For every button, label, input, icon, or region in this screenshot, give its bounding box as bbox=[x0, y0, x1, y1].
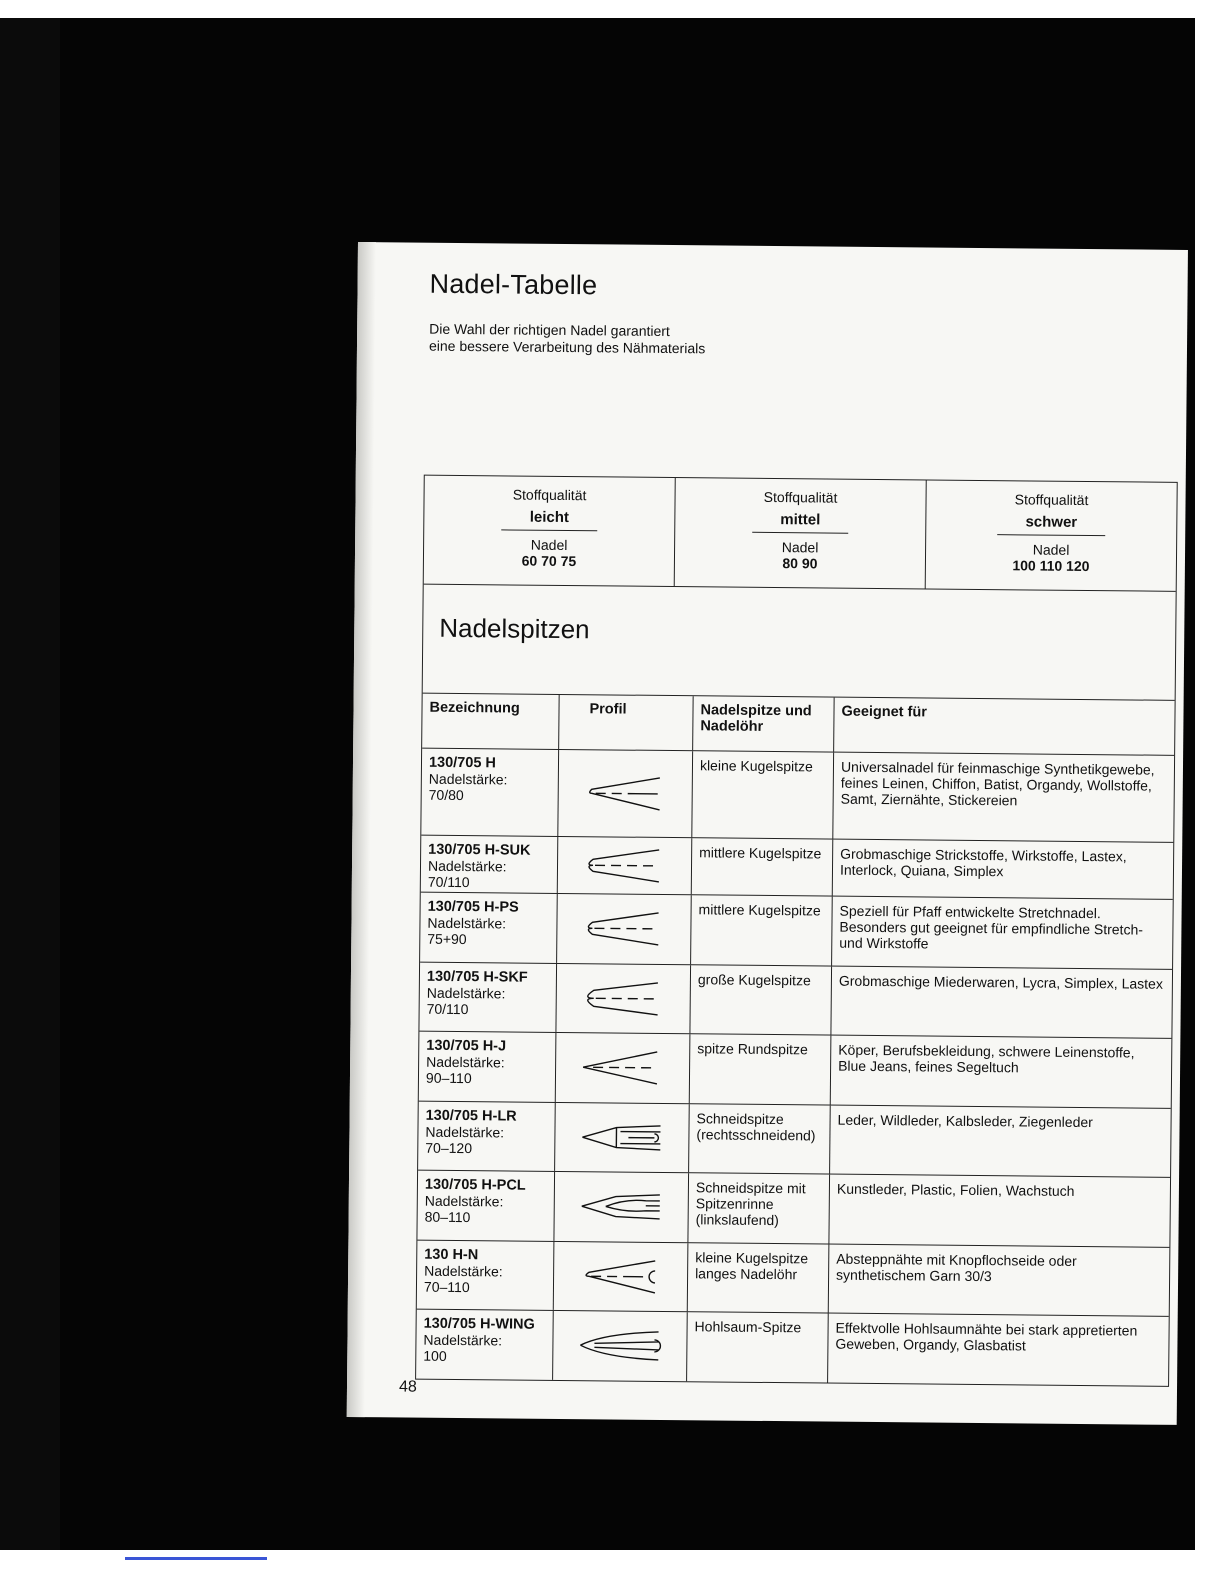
point-cell: mittlere Kugelspitze bbox=[691, 895, 833, 965]
designation-cell bbox=[417, 1171, 555, 1241]
needle-strength-value: 100 bbox=[423, 1347, 447, 1364]
needle-label: Nadel bbox=[1032, 541, 1070, 558]
point-cell: kleine Kugelspitze bbox=[692, 751, 834, 838]
suitable-cell: Grobmaschige Miederwaren, Lycra, Simplex, Lastex bbox=[838, 972, 1163, 992]
page-title: Nadel-Tabelle bbox=[429, 268, 598, 301]
fabric-weight: leicht bbox=[502, 508, 597, 531]
needle-grooved-cutting-point-icon bbox=[575, 1184, 667, 1229]
needle-strength-label: Nadelstärke: bbox=[426, 984, 506, 1001]
needle-sizes: 100 110 120 bbox=[1012, 557, 1090, 575]
table-header-row bbox=[422, 694, 1174, 756]
needle-sharp-point-icon bbox=[576, 1045, 668, 1090]
needle-strength-value: 70–110 bbox=[423, 1278, 470, 1295]
point-cell: spitze Rundspitze bbox=[690, 1034, 832, 1104]
suitable-cell: Köper, Berufsbekleidung, schwere Leinenstoffe, Blue Jeans, feines Segeltuch bbox=[838, 1041, 1135, 1076]
page-number: 48 bbox=[398, 1378, 417, 1396]
profile-cell bbox=[557, 894, 692, 964]
designation-cell bbox=[417, 1240, 555, 1310]
table-row bbox=[421, 749, 1174, 843]
needle-long-eye-icon bbox=[574, 1254, 666, 1299]
needle-sizes: 80 90 bbox=[782, 555, 818, 572]
manual-page bbox=[347, 242, 1188, 1425]
needle-designation: 130/705 H-PCL bbox=[424, 1176, 526, 1194]
profile-cell bbox=[554, 1241, 689, 1311]
table-row bbox=[417, 1240, 1170, 1317]
fabric-weight: mittel bbox=[752, 511, 848, 534]
needle-strength-label: Nadelstärke: bbox=[424, 1262, 503, 1279]
needle-strength-value: 80–110 bbox=[424, 1208, 471, 1226]
needle-designation: 130 H-N bbox=[424, 1246, 479, 1263]
needle-strength-label: Nadelstärke: bbox=[428, 770, 508, 788]
needle-large-ball-icon bbox=[577, 976, 669, 1021]
table-row bbox=[417, 1171, 1170, 1248]
needle-strength-label: Nadelstärke: bbox=[427, 914, 507, 932]
suitable-cell: Universalnadel für feinmaschige Synthetikgewebe, feines Leinen, Chiffon, Batist, Organdy, Wollstoffe, Samt, Ziernähte, Stickereien bbox=[840, 758, 1155, 809]
needle-strength-value: 70–120 bbox=[425, 1139, 473, 1156]
fabric-quality-label: Stoffqualität bbox=[512, 486, 587, 504]
table-row bbox=[416, 1310, 1169, 1386]
fabric-quality-light bbox=[424, 476, 676, 586]
header-suitable: Geeignet für bbox=[841, 703, 927, 721]
needle-designation: 130/705 H-SKF bbox=[426, 968, 528, 986]
suitable-cell: Speziell für Pfaff entwickelte Stretchnadel. Besonders gut geeignet für empfindliche Stretch- und Wirkstoffe bbox=[839, 902, 1144, 952]
table-row bbox=[418, 1101, 1171, 1178]
point-cell: Schneidspitze (rechtsschneidend) bbox=[689, 1104, 831, 1174]
suitable-cell: Grobmaschige Strickstoffe, Wirkstoffe, Lastex, Interlock, Quiana, Simplex bbox=[839, 845, 1127, 880]
profile-cell bbox=[555, 1102, 690, 1172]
needle-strength-value: 70/110 bbox=[427, 873, 470, 891]
needle-medium-ball-icon bbox=[578, 906, 670, 951]
profile-cell bbox=[558, 837, 693, 894]
needle-label: Nadel bbox=[781, 539, 819, 556]
intro-line: Die Wahl der richtigen Nadel garantiert bbox=[429, 320, 670, 339]
intro-text bbox=[429, 321, 849, 359]
point-cell: große Kugelspitze bbox=[690, 965, 832, 1035]
fabric-quality-medium bbox=[675, 478, 927, 588]
needle-strength-label: Nadelstärke: bbox=[426, 1053, 505, 1071]
header-profile: Profil bbox=[559, 695, 694, 750]
table-row bbox=[420, 893, 1173, 970]
header-designation: Bezeichnung bbox=[422, 694, 560, 749]
needle-strength-label: Nadelstärke: bbox=[427, 857, 507, 875]
needle-table bbox=[415, 475, 1178, 1387]
scan-blue-mark bbox=[125, 1557, 267, 1560]
needle-designation: 130/705 H-LR bbox=[425, 1107, 517, 1125]
needle-designation: 130/705 H-SUK bbox=[428, 841, 531, 859]
fabric-quality-row bbox=[424, 476, 1177, 592]
profile-cell bbox=[556, 1033, 691, 1103]
needle-strength-label: Nadelstärke: bbox=[424, 1192, 504, 1210]
table-row bbox=[419, 1032, 1172, 1109]
profile-cell bbox=[558, 750, 693, 837]
designation-cell bbox=[421, 749, 559, 836]
needle-designation: 130/705 H-WING bbox=[423, 1315, 535, 1333]
needle-strength-value: 90–110 bbox=[425, 1069, 472, 1087]
profile-cell bbox=[553, 1311, 688, 1381]
point-cell: Schneidspitze mit Spitzenrinne (linkslaufend) bbox=[688, 1173, 830, 1243]
needle-small-ball-icon bbox=[579, 771, 671, 816]
section-title: Nadelspitzen bbox=[439, 612, 590, 645]
needle-label: Nadel bbox=[530, 536, 568, 554]
designation-cell bbox=[416, 1310, 554, 1380]
suitable-cell: Kunstleder, Plastic, Folien, Wachstuch bbox=[836, 1180, 1075, 1199]
needle-designation: 130/705 H bbox=[428, 754, 497, 772]
point-cell: Hohlsaum-Spitze bbox=[687, 1312, 829, 1382]
needle-strength-label: Nadelstärke: bbox=[425, 1123, 505, 1140]
table-body bbox=[416, 749, 1174, 1386]
designation-cell bbox=[419, 1032, 557, 1102]
needle-strength-label: Nadelstärke: bbox=[423, 1331, 503, 1349]
designation-cell bbox=[420, 893, 558, 963]
point-cell: mittlere Kugelspitze bbox=[692, 838, 834, 895]
suitable-cell: Leder, Wildleder, Kalbsleder, Ziegenleder bbox=[837, 1111, 1093, 1130]
table-row bbox=[419, 962, 1172, 1039]
suitable-cell: Effektvolle Hohlsaumnähte bei stark appretierten Geweben, Organdy, Glasbatist bbox=[835, 1319, 1138, 1354]
fabric-weight: schwer bbox=[997, 513, 1105, 536]
profile-cell bbox=[556, 963, 691, 1033]
header-point: Nadelspitze und Nadelöhr bbox=[693, 696, 835, 751]
fabric-quality-label: Stoffqualität bbox=[1014, 491, 1089, 509]
needle-strength-value: 75+90 bbox=[427, 930, 467, 948]
needle-strength-value: 70/80 bbox=[428, 786, 464, 804]
designation-cell bbox=[419, 962, 557, 1032]
fabric-quality-label: Stoffqualität bbox=[763, 488, 838, 506]
fabric-quality-heavy bbox=[926, 480, 1177, 590]
intro-line: eine bessere Verarbeitung des Nähmaterials bbox=[428, 337, 706, 357]
table-row bbox=[421, 836, 1174, 900]
section-heading-row bbox=[423, 585, 1176, 701]
profile-cell bbox=[554, 1172, 689, 1242]
designation-cell bbox=[421, 836, 559, 893]
needle-sizes: 60 70 75 bbox=[521, 552, 577, 570]
scan-background-edge bbox=[0, 18, 60, 1550]
needle-designation: 130/705 H-J bbox=[426, 1037, 507, 1055]
needle-wing-icon bbox=[574, 1323, 666, 1368]
needle-medium-ball-icon bbox=[578, 843, 670, 888]
point-cell: kleine Kugelspitze langes Nadelöhr bbox=[688, 1243, 830, 1313]
needle-cutting-point-icon bbox=[576, 1115, 668, 1160]
needle-designation: 130/705 H-PS bbox=[427, 898, 519, 916]
needle-strength-value: 70/110 bbox=[426, 1000, 469, 1017]
suitable-cell: Absteppnähte mit Knopflochseide oder synthetischem Garn 30/3 bbox=[836, 1250, 1077, 1284]
designation-cell bbox=[418, 1101, 556, 1171]
